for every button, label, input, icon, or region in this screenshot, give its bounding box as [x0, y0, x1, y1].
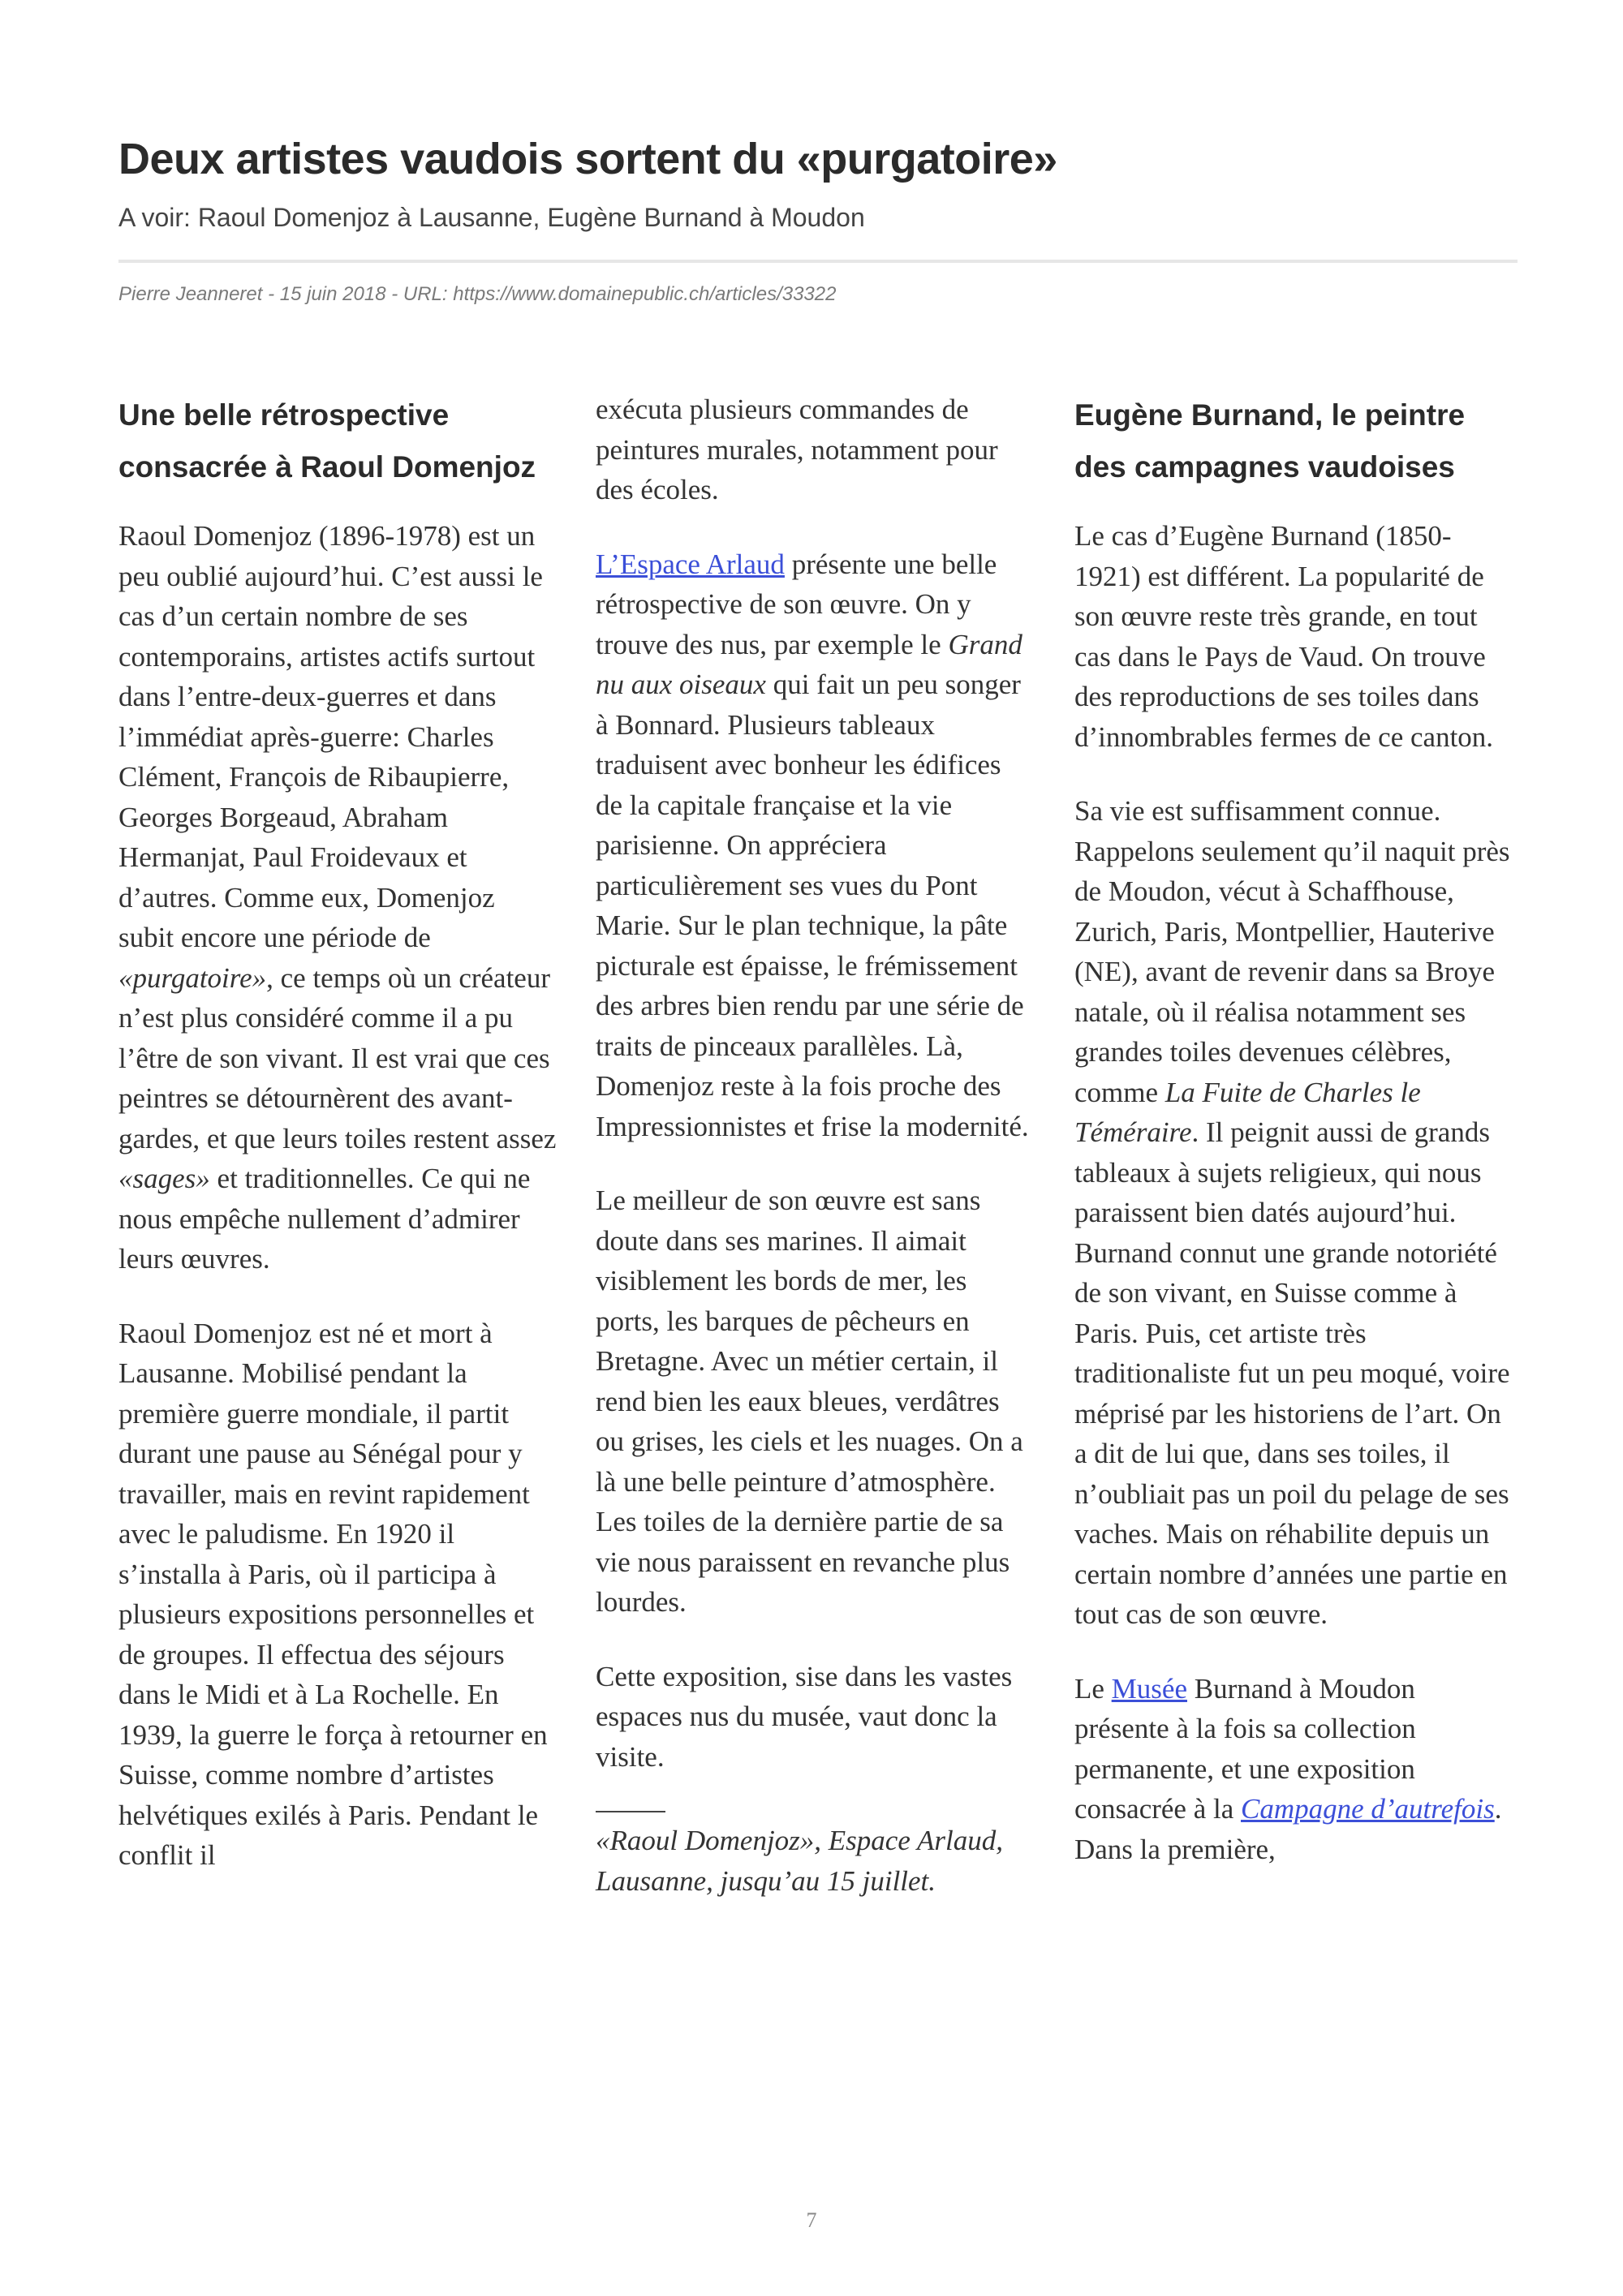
paragraph: Le meilleur de son œuvre est sans doute dans ses marines. Il aimait visiblement les bords de mer, les ports, les barques de pêcheurs en Bretagne. Avec un métier certain, il rend bien les eaux bleues, verdâtres ou grises, les ciels et les nuages. On a là une belle peinture d’atmosphère. Les toiles de la dernière partie de sa vie nous paraissent en revanche plus lourdes.	[596, 1185, 1023, 1618]
link-musee[interactable]: Musée	[1111, 1672, 1187, 1705]
footnote-divider	[596, 1811, 665, 1812]
page-number: 7	[806, 2208, 817, 2232]
article-title: Deux artistes vaudois sortent du «purgatoire»	[118, 135, 1057, 183]
paragraph: L’Espace Arlaud présente une belle rétrospective de son œuvre. On y trouve des nus, par exemple le Grand nu aux oiseaux qui fait un peu songer à Bonnard. Plusieurs tableaux traduisent avec bonheur les édifices de la capitale française et la vie parisienne. On appréciera particulièrement ses vues du Pont Marie. Sur le plan technique, la pâte picturale est épaisse, le frémissement des arbres bien rendu par une série de traits de pinceaux parallèles. Là, Domenjoz reste à la fois proche des Impressionnistes et frise la modernité.	[596, 548, 1029, 1142]
header-divider	[118, 260, 1518, 263]
paragraph: Sa vie est suffisamment connue. Rappelons seulement qu’il naquit près de Moudon, vécut à Schaffhouse, Zurich, Paris, Montpellier, Hauterive (NE), avant de revenir dans sa Broye natale, où il réalisa notamment ses grandes toiles devenues célèbres, comme La Fuite de Charles le Téméraire. Il peignit aussi de grands tableaux à sujets religieux, qui nous paraissent bien datés aujourd’hui. Burnand connut une grande notoriété de son vivant, en Suisse comme à Paris. Puis, cet artiste très traditionaliste fut un peu moqué, voire méprisé par les historiens de l’art. On a dit de lui que, dans ses toiles, il n’oubliait pas un poil du pelage de ses vaches. Mais on réhabilite depuis un certain nombre d’années une partie en tout cas de son œuvre.	[1074, 795, 1510, 1630]
article-subtitle: A voir: Raoul Domenjoz à Lausanne, Eugène Burnand à Moudon	[118, 203, 865, 232]
paragraph: Raoul Domenjoz est né et mort à Lausanne. Mobilisé pendant la première guerre mondiale, il partit durant une pause au Sénégal pour y travailler, mais en revint rapidement avec le paludisme. En 1920 il s’installa à Paris, où il participa à plusieurs expositions personnelles et de groupes. Il effectua des séjours dans le Midi et à La Rochelle. En 1939, la guerre le força à retourner en Suisse, comme nombre d’artistes helvétiques exilés à Paris. Pendant le conflit il	[118, 1317, 548, 1871]
section-heading-burnand: Eugène Burnand, le peintre des campagnes vaudoises	[1074, 398, 1466, 484]
column-3	[1074, 389, 1513, 1903]
section-heading-domenjoz: Une belle rétrospective consacrée à Raoul Domenjoz	[118, 398, 536, 484]
paragraph: exécuta plusieurs commandes de peintures murales, notamment pour des écoles.	[596, 393, 998, 505]
column-1	[118, 389, 557, 1910]
paragraph: Cette exposition, sise dans les vastes espaces nus du musée, vaut donc la visite.	[596, 1660, 1013, 1773]
link-campagne-autrefois[interactable]: Campagne d’autrefois	[1241, 1793, 1495, 1825]
paragraph: Raoul Domenjoz (1896-1978) est un peu oublié aujourd’hui. C’est aussi le cas d’un certain nombre de ses contemporains, artistes actifs surtout dans l’entre-deux-guerres et dans l’immédiat après-guerre: Charles Clément, François de Ribaupierre, Georges Borgeaud, Abraham Hermanjat, Paul Froidevaux et d’autres. Comme eux, Domenjoz subit encore une période de «purgatoire», ce temps où un créateur n’est plus considéré comme il a pu l’être de son vivant. Il est vrai que ces peintres se détournèrent des avant-gardes, et que leurs toiles restent assez «sages» et traditionnelles. Ce qui ne nous empêche nullement d’admirer leurs œuvres.	[118, 520, 557, 1275]
column-2	[596, 389, 1034, 1901]
article-meta: Pierre Jeanneret - 15 juin 2018 - URL: https://www.domainepublic.ch/articles/33322	[118, 283, 837, 305]
article-page	[118, 130, 1518, 1897]
paragraph: Le cas d’Eugène Burnand (1850-1921) est différent. La popularité de son œuvre reste très grande, en tout cas dans le Pays de Vaud. On trouve des reproductions de ses toiles dans d’innombrables fermes de ce canton.	[1074, 520, 1494, 753]
link-espace-arlaud[interactable]: L’Espace Arlaud	[596, 548, 785, 580]
exhibition-note: «Raoul Domenjoz», Espace Arlaud, Lausanne, jusqu’au 15 juillet.	[596, 1825, 1003, 1897]
article-columns	[118, 389, 1518, 2255]
paragraph: Le Musée Burnand à Moudon présente à la fois sa collection permanente, et une exposition consacrée à la Campagne d’autrefois. Dans la première,	[1074, 1672, 1502, 1865]
